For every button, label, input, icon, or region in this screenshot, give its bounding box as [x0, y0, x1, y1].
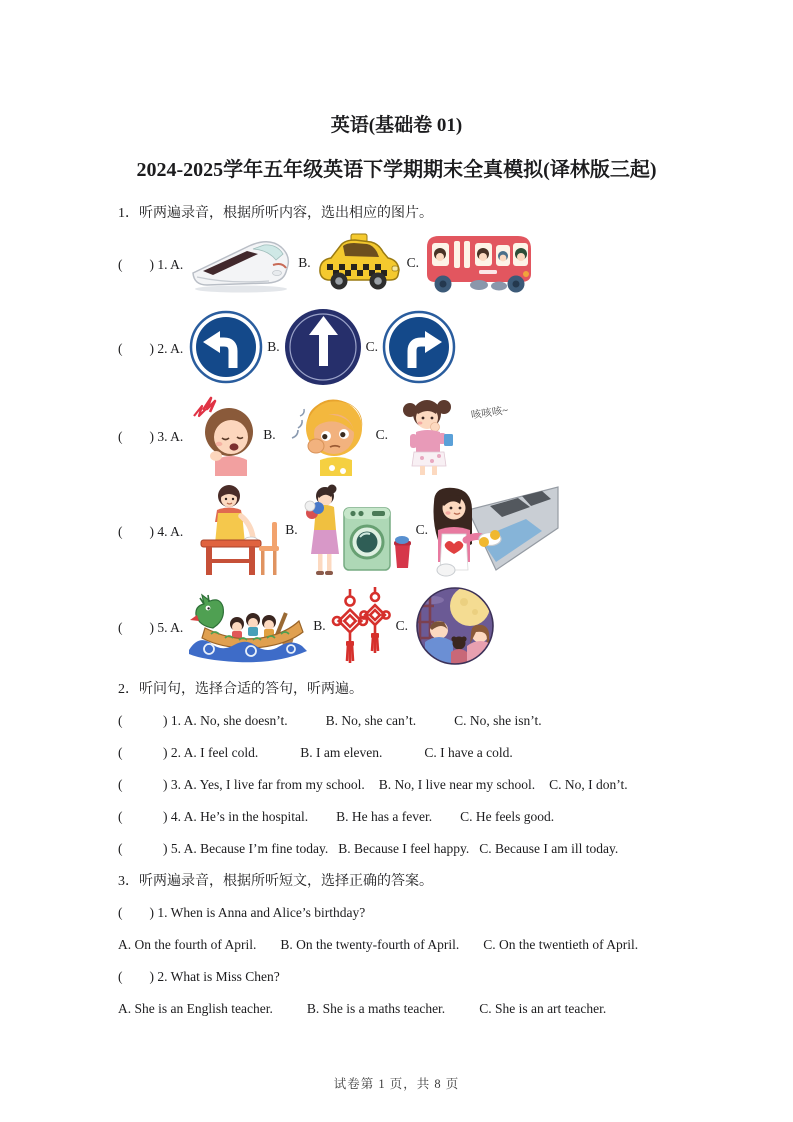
girl-with-headache-image: [189, 394, 259, 476]
q4-option-c-label: C.: [415, 522, 429, 537]
chinese-knots-image: [330, 587, 392, 665]
answer-q1-option-a: ( ) 1. A. No, she doesn’t.: [118, 713, 288, 728]
answer-q1-line: [118, 712, 675, 729]
turn-right-sign-image: [382, 310, 456, 384]
answer-q4-option-b: B. He has a fever.: [336, 809, 433, 824]
listen-q5-row: [118, 586, 675, 666]
q1-option-b-label: B.: [298, 255, 311, 270]
answer-q5-option-b: B. Because I feel happy.: [338, 841, 470, 856]
cleaning-the-table-image: [189, 482, 281, 578]
passage-q1-option-c: C. On the twentieth of April.: [483, 937, 639, 952]
passage-q2-option-c: C. She is an art teacher.: [479, 1001, 607, 1016]
q5-option-b-label: B.: [313, 618, 326, 633]
listen-q1-row: [118, 232, 675, 294]
listen-q3-row: [118, 394, 675, 476]
q3-option-b-label: B.: [263, 427, 276, 442]
passage-q1-question: [118, 904, 675, 921]
q1-answer-blank: ( ) 1. A.: [118, 257, 184, 272]
passage-q1-text: ( ) 1. When is Anna and Alice’s birthday?: [118, 905, 366, 920]
section2-heading: 2．听问句，选择合适的答句，听两遍。: [118, 682, 363, 697]
answer-q1-option-c: C. No, she isn’t.: [454, 713, 542, 728]
answer-q2-option-c: C. I have a cold.: [424, 745, 513, 760]
turn-left-sign-image: [189, 310, 263, 384]
high-speed-train-image: [189, 232, 294, 294]
answer-q2-option-b: B. I am eleven.: [300, 745, 383, 760]
section1-heading: 1．听两遍录音，根据所听内容，选出相应的图片。: [118, 206, 433, 221]
passage-q2-text: ( ) 2. What is Miss Chen?: [118, 969, 280, 984]
bus-image: [423, 232, 535, 294]
q1-option-c-label: C.: [406, 255, 420, 270]
answer-q5-option-c: C. Because I am ill today.: [479, 841, 619, 856]
q3-option-c-label: C.: [375, 427, 389, 442]
answer-q2-option-a: ( ) 2. A. I feel cold.: [118, 745, 259, 760]
page-title: 英语(基础卷 01): [330, 115, 463, 136]
passage-q2-options: [118, 1000, 675, 1017]
section3-heading: 3．听两遍录音，根据所听短文，选择正确的答案。: [118, 874, 433, 889]
answer-q2-line: [118, 744, 675, 761]
answer-q3-option-a: ( ) 3. A. Yes, I live far from my school.: [118, 777, 365, 792]
listen-q2-row: [118, 308, 675, 386]
answer-q3-option-b: B. No, I live near my school.: [378, 777, 536, 792]
q4-option-b-label: B.: [285, 522, 298, 537]
answer-q4-option-c: C. He feels good.: [460, 809, 555, 824]
passage-q2-question: [118, 968, 675, 985]
cough-sound-text: 咳咳咳~: [470, 405, 509, 422]
passage-q1-option-a: A. On the fourth of April.: [118, 937, 257, 952]
answer-q5-line: [118, 840, 675, 857]
passage-q1-option-b: B. On the twenty-fourth of April.: [280, 937, 460, 952]
q3-answer-blank: ( ) 3. A.: [118, 429, 184, 444]
taxi-image: [315, 233, 403, 293]
q5-option-c-label: C.: [395, 618, 409, 633]
page-footer: 试卷第 1 页，共 8 页: [333, 1077, 460, 1091]
listen-q4-row: [118, 482, 675, 578]
washing-dishes-image: [432, 482, 560, 578]
q5-answer-blank: ( ) 5. A.: [118, 620, 184, 635]
answer-q1-option-b: B. No, she can’t.: [325, 713, 417, 728]
answer-q3-line: [118, 776, 675, 793]
girl-coughing-image: [392, 394, 509, 476]
q2-option-c-label: C.: [365, 339, 379, 354]
passage-q2-option-a: A. She is an English teacher.: [118, 1001, 273, 1016]
page-subtitle: 2024-2025学年五年级英语下学期期末全真模拟(译林版三起): [136, 159, 657, 181]
answer-q5-option-a: ( ) 5. A. Because I’m fine today.: [118, 841, 329, 856]
dragon-boat-race-image: [189, 588, 309, 664]
girl-with-toothache-image: [280, 394, 372, 476]
q2-answer-blank: ( ) 2. A.: [118, 341, 184, 356]
moon-viewing-family-image: [412, 586, 498, 666]
answer-q4-line: [118, 808, 675, 825]
answer-q4-option-a: ( ) 4. A. He’s in the hospital.: [118, 809, 309, 824]
page-content: [118, 110, 675, 1032]
passage-q1-options: [118, 936, 675, 953]
q2-option-b-label: B.: [267, 339, 280, 354]
doing-laundry-image: [302, 482, 412, 578]
passage-q2-option-b: B. She is a maths teacher.: [306, 1001, 446, 1016]
go-straight-sign-image: [284, 308, 362, 386]
q4-answer-blank: ( ) 4. A.: [118, 524, 184, 539]
answer-q3-option-c: C. No, I don’t.: [549, 777, 628, 792]
